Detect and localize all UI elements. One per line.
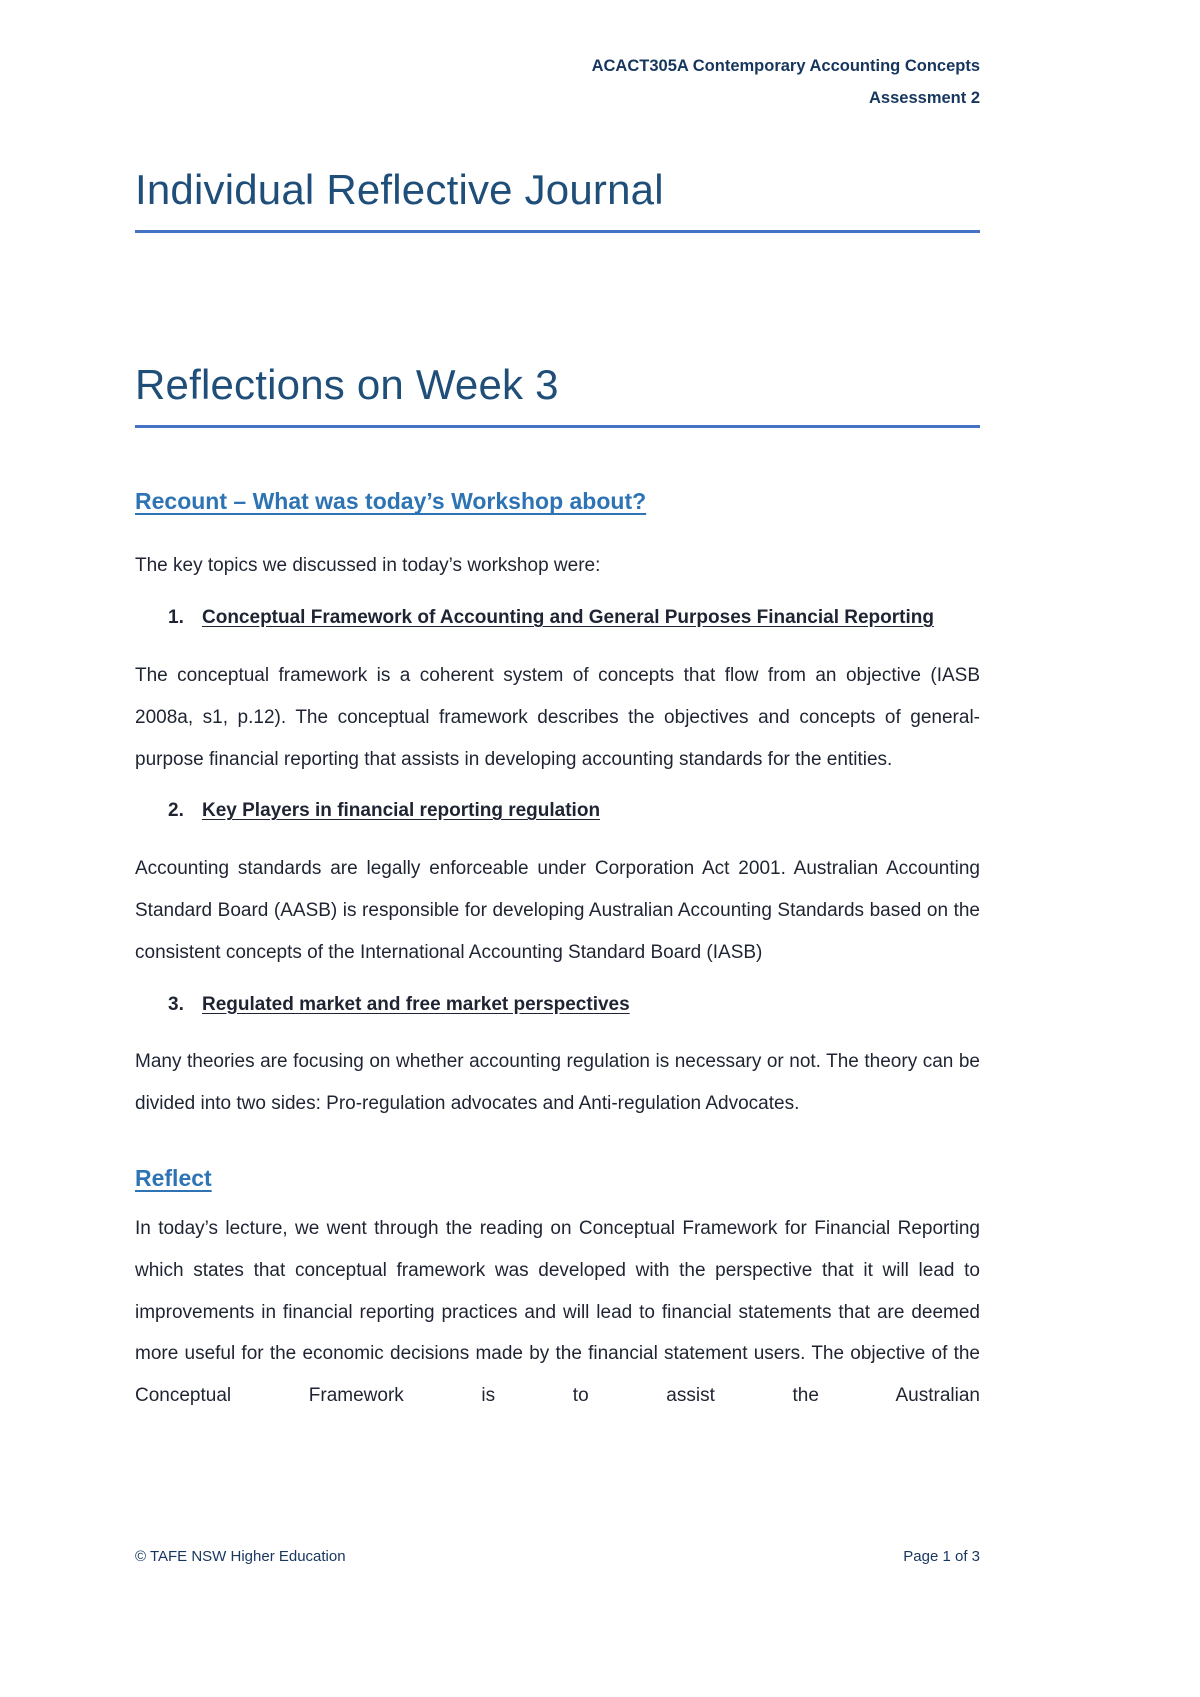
document-title: Individual Reflective Journal <box>135 166 980 233</box>
list-item-3-body: Many theories are focusing on whether accounting regulation is necessary or not. The theory can be divided into two sides: Pro-regulation advocates and Anti-regulation Advocates. <box>135 1051 980 1115</box>
list-number-1: 1. <box>168 607 184 629</box>
section-title-week3: Reflections on Week 3 <box>135 361 980 428</box>
reflect-heading: Reflect <box>135 1164 212 1191</box>
recount-intro: The key topics we discussed in today’s workshop were: <box>135 555 601 577</box>
list-item-1 <box>135 597 980 639</box>
list-item-1-heading: Conceptual Framework of Accounting and General Purposes Financial Reporting <box>202 607 934 629</box>
recount-heading: Recount – What was today’s Workshop about? <box>135 488 647 515</box>
footer-page-number: Page 1 of 3 <box>903 1548 980 1565</box>
list-number-2: 2. <box>168 800 184 822</box>
list-item-2 <box>135 790 980 832</box>
list-number-3: 3. <box>168 993 184 1015</box>
header-course-code: ACACT305A Contemporary Accounting Concepts <box>591 57 980 75</box>
list-item-1-body: The conceptual framework is a coherent system of concepts that flow from an objective (IASB 2008a, s1, p.12). The conceptual framework describes the objectives and concepts of general-purpose financial reporting that assists in developing accounting standards for the entities. <box>135 664 980 770</box>
list-item-3 <box>135 984 980 1026</box>
header-assessment-label: Assessment 2 <box>869 89 980 108</box>
document-header <box>135 50 980 114</box>
reflect-body: In today’s lecture, we went through the reading on Conceptual Framework for Financial Reporting which states that conceptual framework was developed with the perspective that it will lead to improvements in financial reporting practices and will lead to financial statements that are deemed more useful for the economic decisions made by the financial statement users. The objective of the Conceptual Framework is to assist the Australian <box>135 1217 980 1407</box>
list-item-2-body: Accounting standards are legally enforceable under Corporation Act 2001. Australian Accounting Standard Board (AASB) is responsible for developing Australian Accounting Standards based on the consistent concepts of the International Accounting Standard Board (IASB) <box>135 858 980 963</box>
footer-copyright: © TAFE NSW Higher Education <box>135 1548 346 1565</box>
list-item-2-heading: Key Players in financial reporting regulation <box>202 800 601 822</box>
document-footer <box>135 1548 980 1565</box>
list-item-3-heading: Regulated market and free market perspectives <box>202 993 630 1015</box>
